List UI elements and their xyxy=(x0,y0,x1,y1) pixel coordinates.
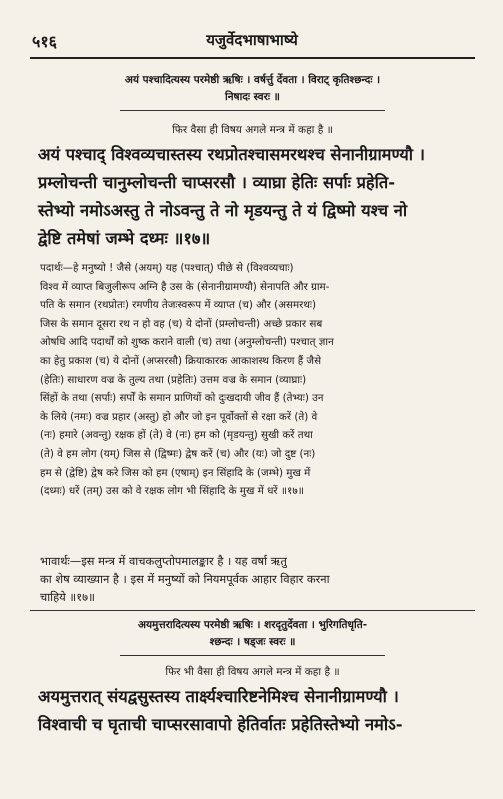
meta-line: निषादः स्वरः ॥ xyxy=(225,91,280,103)
padartha-commentary xyxy=(40,259,465,501)
mantra-line: विश्वाची च घृताची चाप्सरसावापो हेतिर्वातः प्रहेतिस्तेभ्यो नमोऽ- xyxy=(38,715,403,734)
meta-line: अयं पश्चादित्यस्य परमेष्ठी ऋषिः । वर्षर्त्तु र्देवता । विराट् कृतिश्छन्दः । xyxy=(124,74,381,86)
mantra-line: प्रम्लोचन्ती चानुम्लोचन्ती चाप्सरसौ । व्याघ्रा हेतिः सर्पाः प्रहेति- xyxy=(38,173,396,192)
mantra-18-metadata xyxy=(40,617,465,651)
padartha-line: विश्व में व्याप्त बिजुलीरूप अग्नि है उस के (सेनानीग्रामण्यौ) सेनापति और ग्राम- xyxy=(40,280,330,293)
padartha-line: का हेतु प्रकाश (च) ये दोनों (अप्सरसौ) क्रियाकारक आकाशस्थ किरण हैं जैसे xyxy=(40,354,322,367)
padartha-line: पदार्थः—हे मनुष्यो ! जैसे (अयम्) यह (पश्चात्) पीछे से (विश्वव्यचाः) xyxy=(40,262,294,274)
mantra-line: अयमुत्तरात् संयद्वसुस्तस्य तार्क्ष्यश्चारिष्टनेमिश्च सेनानीग्रामण्यौ । xyxy=(38,687,399,706)
padartha-line: सिंहों के तथा (सर्पाः) सर्पों के समान प्राणियों को दुःखदायी जीव हैं (तेभ्यः) उन xyxy=(40,392,324,405)
mantra-17-text xyxy=(38,141,468,253)
padartha-line: के लिये (नमः) वज्र प्रहार (अस्तु) हो और जो इन पूर्वोक्तों से रक्षा करें (ते) वे xyxy=(40,410,318,423)
bhavartha-line: भावार्थः—इस मन्त्र में वाचकलुप्तोपमालङ्कार है । यह वर्षा ऋतु xyxy=(40,554,287,568)
padartha-line: हम से (द्वेष्टि) द्वेष करे जिस को हम (एषाम्) इन सिंहादि के (जम्भे) मुख में xyxy=(40,466,311,479)
page-header xyxy=(22,30,482,54)
mantra-line: द्वेष्टि तमेषां जम्भे दध्मः ॥१७॥ xyxy=(38,229,211,248)
meta-line: अयमुत्तरादित्यस्य परमेष्ठी ऋषिः । शरदृतुर्देवता । भुरिगतिधृति- xyxy=(137,619,368,631)
meta-line: श्छन्दः । षड्जः स्वरः ॥ xyxy=(209,636,296,648)
bhavartha-summary xyxy=(40,552,465,606)
mantra-18-intro: फिर भी वैसा ही विषय अगले मन्त्र में कहा है ॥ xyxy=(165,666,340,678)
padartha-line: पति के समान (रथप्रोतः) रमणीय तेजःस्वरूप में व्याप्त (च) और (असमरथः) xyxy=(40,299,317,312)
running-title: यजुर्वेदभाषाभाष्ये xyxy=(206,31,298,49)
mantra-17-intro: फिर वैसा ही विषय अगले मन्त्र में कहा है ॥ xyxy=(172,124,333,136)
mantra-line: अयं पश्चाद् विश्वव्यचास्तस्य रथप्रोतश्चासमरथश्च सेनानीग्रामण्यौ । xyxy=(38,145,425,164)
padartha-line: जिस के समान दूसरा रथ न हो वह (च) ये दोनों (प्रम्लोचन्ती) अच्छे प्रकार सब xyxy=(40,317,323,330)
header-rule xyxy=(30,57,475,59)
padartha-line: ओषधि आदि पदार्थों को शुष्क कराने वाली (च) तथा (अनुम्लोचन्ती) पश्चात् ज्ञान xyxy=(40,336,334,349)
padartha-line: (दध्मः) धरें (तम्) उस को वे रक्षक लोग भी सिंहादि के मुख में धरें ॥१७॥ xyxy=(40,485,304,498)
mantra-18-text xyxy=(38,683,468,739)
page-number: ५१६ xyxy=(32,32,57,51)
padartha-line: (नः) हमारे (अवन्तु) रक्षक हों (ते) वे (नः) हम को (मृडयन्तु) सुखी करें तथा xyxy=(40,429,313,442)
section-divider xyxy=(30,610,475,611)
bhavartha-line: चाहिये ॥१७॥ xyxy=(40,590,95,604)
mantra-line: स्तेभ्यो नमोऽअस्तु ते नोऽवन्तु ते नो मृडयन्तु ते यं द्विष्मो यश्च नो xyxy=(38,201,408,220)
meta-rule xyxy=(120,655,385,656)
bhavartha-line: का शेष व्याख्यान है । इस में मनुष्यों को नियमपूर्वक आहार विहार करना xyxy=(40,572,330,586)
padartha-line: (हेतिः) साधारण वज्र के तुल्य तथा (प्रहेतिः) उत्तम वज्र के समान (व्याघ्राः) xyxy=(40,373,307,386)
meta-rule xyxy=(120,110,385,111)
padartha-line: (ते) वे हम लोग (यम्) जिस से (द्विष्मः) द्वेष करें (च) और (यः) जो दुष्ट (नः) xyxy=(40,447,316,460)
mantra-17-metadata xyxy=(40,72,465,106)
